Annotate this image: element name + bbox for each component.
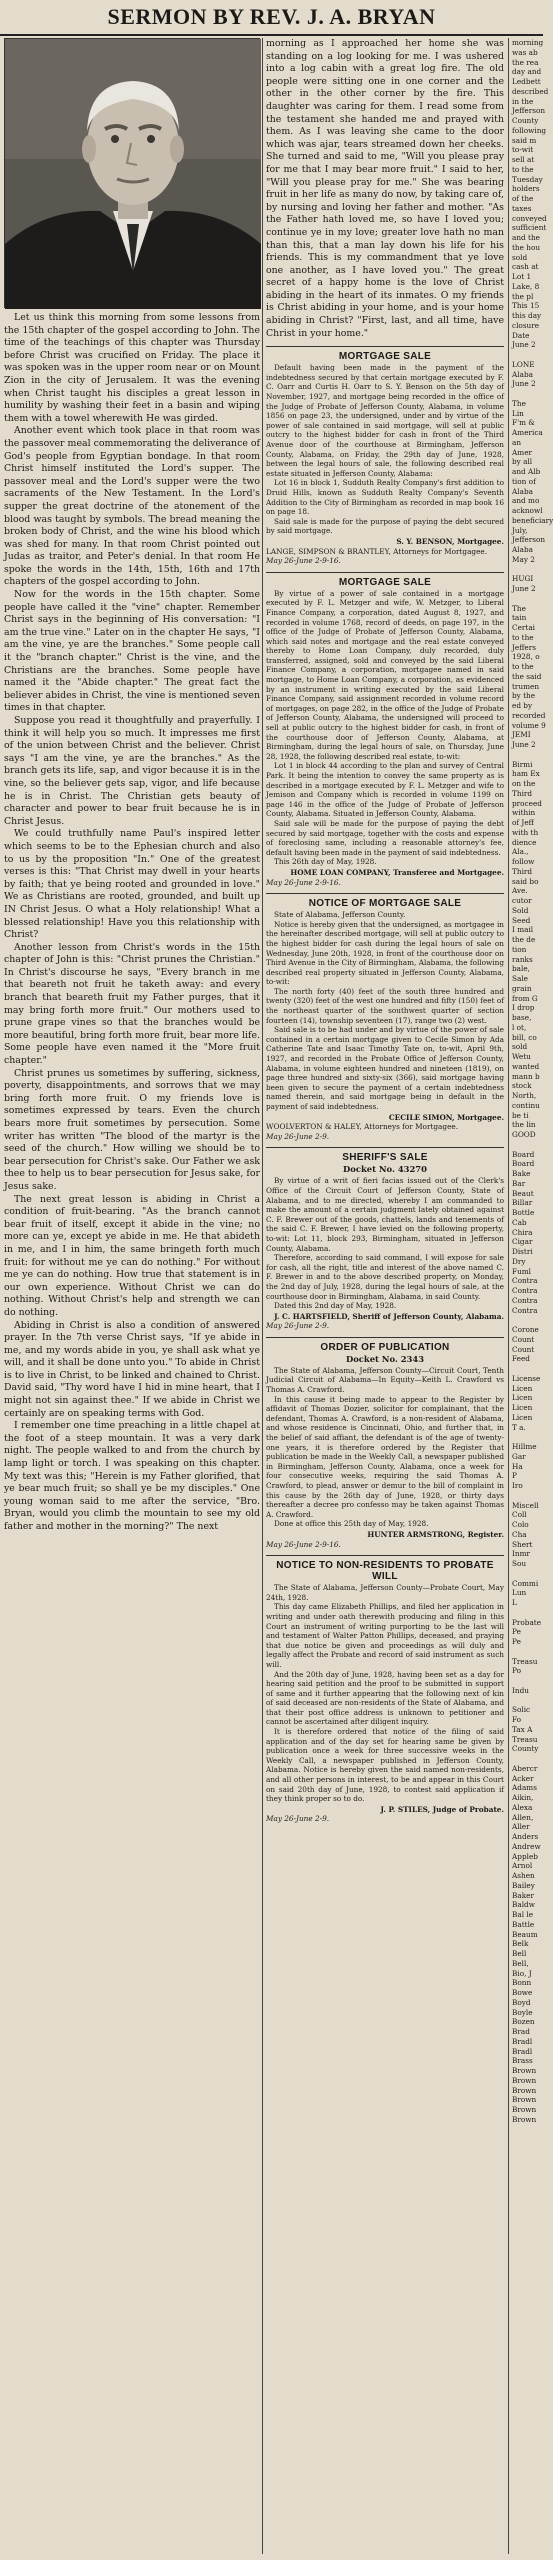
edge-fragment: Jefferson: [512, 106, 546, 116]
edge-fragment: [512, 750, 543, 760]
edge-fragment: Count: [512, 1344, 535, 1354]
edge-fragment: Contra: [512, 1295, 538, 1305]
edge-fragment: P: [512, 1471, 517, 1481]
sermon-paragraph: The next great lesson is abiding in Christ a condition of fruit-bearing. "As the branch cannot bear fruit of itself, except it abide in the vine; no more can ye, except ye abide in me. He that abideth in me, and I in him, the same bringeth forth much fruit: for without me ye can do nothing." For without me ye can do nothing. How true that statement is in our own experience. Without Christ we can do nothing. Without Christ's help and strength we can do nothing.: [4, 1193, 260, 1318]
edge-fragment: July,: [512, 525, 528, 535]
edge-fragment: Alexa: [512, 1802, 533, 1812]
edge-fragment: June 2: [512, 584, 536, 593]
edge-fragment: was ab: [512, 47, 538, 57]
edge-fragment: Allen,: [512, 1812, 534, 1822]
edge-fragment: Bottle: [512, 1208, 535, 1217]
edge-fragment: L: [512, 1598, 517, 1607]
edge-fragment: grain: [512, 983, 532, 993]
edge-fragment: County: [512, 1744, 539, 1754]
notice-paragraph: The north forty (40) feet of the south three hundred and twenty (320) feet of the west one hundred and fifty (150) feet of the northeast quarter of the southwest quarter of section fourteen (14), township seventeen (17), range two (2) west.: [266, 986, 504, 1025]
edge-fragment: ranks: [512, 954, 533, 964]
edge-fragment: following: [512, 125, 547, 135]
edge-fragment: dience: [512, 837, 537, 847]
edge-fragment: The: [512, 398, 526, 408]
edge-fragment: Board: [512, 1159, 535, 1169]
edge-fragment: Jeffers: [512, 642, 536, 652]
edge-fragment: Shert: [512, 1539, 533, 1549]
edge-fragment: Third: [512, 788, 533, 798]
edge-fragment: Contra: [512, 1276, 538, 1286]
notice-of-mortgage-sale: [266, 893, 504, 1141]
notice-signature: S. Y. BENSON, Mortgagee.: [396, 536, 504, 546]
edge-fragment: Po: [512, 1666, 522, 1676]
sermon-paragraph: Now for the words in the 15th chapter. Some people have called it the "vine" chapter. Remember Christ says in the beginning of His conversation: "I am the true vine." Later on in the chapter He says, "I am the vine, ye are the branches." Some people call it the "branch chapter." Christ is the vine, and the Christians are the branches. Some people have named it the "Abide chapter." The great fact the believer abides in Christ, the vine is mentioned seven times in that chapter.: [4, 589, 260, 714]
edge-fragment: Battle: [512, 1919, 535, 1929]
edge-fragment: Bonn: [512, 1978, 532, 1988]
edge-fragment: taxes: [512, 203, 532, 213]
edge-fragment: Ha: [512, 1461, 523, 1471]
edge-fragment: Coll: [512, 1510, 527, 1520]
edge-fragment: [512, 350, 543, 360]
edge-fragment: Feed: [512, 1354, 530, 1364]
edge-fragment: the lin: [512, 1120, 536, 1130]
edge-fragment: Brad: [512, 2027, 530, 2036]
edge-fragment: Dry: [512, 1256, 526, 1266]
notice-subtitle: Docket No. 43270: [343, 1164, 427, 1175]
edge-fragment: sold: [512, 1042, 528, 1052]
edge-fragment: Baker: [512, 1890, 534, 1900]
edge-fragment: tion of: [512, 476, 536, 486]
edge-fragment: Indu: [512, 1685, 529, 1695]
edge-fragment: the hou: [512, 242, 541, 252]
edge-fragment: Arnol: [512, 1861, 533, 1871]
edge-fragment: Brown: [512, 2066, 537, 2075]
notice-paragraph: By virtue of a writ of fieri facias issued out of the Clerk's Office of the Circuit Court of Jefferson County, State of Alabama, and to me directed, whereby I am commanded to make the amount of a certain judgment lately obtained against C. F. Brewer out of the goods, chattels, lands and tenements of the said C. F. Brewer, I have levied on the following property, to-wit: Lot 11, block 293, Birmingham, situated in Jefferson County, Alabama.: [266, 1176, 504, 1253]
notice-mortgage-sale-1: [266, 346, 504, 565]
edge-fragment: to the: [512, 164, 534, 174]
edge-fragment: Brown: [512, 2105, 537, 2114]
edge-fragment: Birmi: [512, 759, 533, 769]
edge-fragment: Licen: [512, 1393, 533, 1403]
edge-fragment: Contra: [512, 1305, 538, 1315]
edge-fragment: North,: [512, 1091, 537, 1100]
notice-attorneys: LANGE, SIMPSON & BRANTLEY, Attorneys for Mortgagee.: [266, 546, 488, 556]
portrait-photo: [4, 38, 260, 308]
notice-signature: CECILE SIMON, Mortgagee.: [388, 1112, 504, 1122]
edge-fragment: JEMI: [512, 730, 531, 740]
notice-subtitle: Docket No. 2343: [345, 1353, 425, 1364]
edge-fragment: County: [512, 116, 539, 125]
edge-fragment: beneficiary: [512, 515, 553, 525]
notice-attorneys: WOOLVERTON & HALEY, Attorneys for Mortgagee.: [266, 1122, 459, 1132]
notice-paragraph: State of Alabama, Jefferson County.: [274, 910, 406, 920]
edge-fragment: Cab: [512, 1217, 527, 1227]
notice-paragraph: Lot 16 in block 1, Sudduth Realty Company's first addition to Druid Hills, known as Sudduth Realty Company's Seventh Addition to the City of Birmingham as recorded in map book 16 on page 18.: [266, 478, 504, 517]
edge-fragment: June 2: [512, 740, 536, 749]
edge-fragment: HUGI: [512, 574, 534, 584]
edge-fragment: Bailey: [512, 1880, 535, 1890]
edge-fragment: on the: [512, 779, 536, 788]
edge-fragment: said m: [512, 135, 537, 145]
edge-fragment: Commi: [512, 1578, 539, 1588]
edge-fragment: Inmr: [512, 1549, 530, 1559]
edge-fragment: Pe: [512, 1637, 521, 1646]
edge-fragment: Anders: [512, 1832, 539, 1841]
edge-fragment: Lot 1: [512, 272, 532, 281]
edge-fragment: trumen: [512, 681, 540, 691]
notice-paragraph: Dated this 2nd day of May, 1928.: [274, 1301, 397, 1311]
edge-fragment: Ledbett: [512, 77, 541, 86]
edge-fragment: GOOD: [512, 1130, 536, 1139]
notice-paragraph: Said sale is to be had under and by virtue of the power of sale contained in a certain mortgage given to Cecile Simon by Ada Catherine Tate and Isaac Timothy Tate on, to-wit, April 9th, 1927, and recorded in the Probate Office of Jefferson County, Alabama, in volume eighteen hundred and nineteen (1819), on page three hundred and sixty-six (366), said mortgage having been given to secure the payment of a certain indebtedness named therein, and said mortgage being in default in the payment of said indebtedness.: [266, 1025, 504, 1111]
edge-fragment: stock: [512, 1081, 532, 1091]
sermon-paragraph: Abiding in Christ is also a condition of answered prayer. In the 7th verse Christ says, "If ye abide in me, and my words abide in you, ye shall ask what ye will, and it shall be done unto you." To abide in Christ is to live in Christ, to be linked and chained to Christ. David said, "Thy word have I hid in mine heart, that I might not sin against thee." If we abide in Christ we certainly are on speaking terms with God.: [4, 1319, 260, 1419]
column-notices: [266, 38, 504, 2554]
notice-paragraph: This 26th day of May, 1928.: [274, 857, 377, 867]
edge-fragment: Fo: [512, 1715, 522, 1724]
notice-paragraph: Default having been made in the payment of the indebtedness secured by that certain mortgage executed by F. C. Oarr and Curtis H. Oarr to S. Y. Benson on the 5th day of November, 1927, and mortgage being recorded in the office of the Judge of Probate of Jefferson County, Alabama, in volume 1856 on page 23, the undersigned, under and by virtue of the power of sale contained in said mortgage, will sell at public outcry to the highest bidder for cash in front of the Third Avenue door of the courthouse at Birmingham, Jefferson County, Alabama, on Friday, the 29th day of June, 1928, between the legal hours of sale, the following described real estate situated in Jefferson County, Alabama:: [266, 363, 504, 478]
notice-mortgage-sale-2: [266, 572, 504, 887]
edge-fragment: recorded: [512, 710, 546, 720]
edge-fragment: Brown: [512, 2085, 537, 2095]
notice-paragraph: Notice is hereby given that the undersigned, as mortgagee in the hereinafter described mortgage, will sell at public outcry to the highest bidder for cash during the legal hours of sale on Wednesday, June 20th, 1928, in front of the courthouse door on Third Avenue in the City of Birmingham, Alabama, the following described real property situated in Jefferson County, Alabama, to-wit:: [266, 919, 504, 987]
notice-paragraph: It is therefore ordered that notice of the filing of said application and of the day set for hearing same be given by publication once a week for three successive weeks in the Weekly Call, a newspaper published in Jefferson County, Alabama. Notice is hereby given the said named non-residents, and all other persons in interest, to be and appear in this Court on said 20th day of June, 1928, to contest said application if they think proper so to do.: [266, 1727, 504, 1804]
edge-fragment: Gar: [512, 1451, 526, 1461]
edge-fragment: Abercr: [512, 1763, 538, 1773]
edge-fragment: [512, 1696, 543, 1706]
edge-fragment: Bell: [512, 1949, 527, 1958]
edge-fragment: bill, co: [512, 1032, 537, 1042]
edge-fragment: I mail: [512, 925, 534, 935]
notice-signature: HUNTER ARMSTRONG, Register.: [367, 1529, 504, 1539]
notice-title: SHERIFF'S SALE: [342, 1152, 428, 1164]
sermon-paragraph: We could truthfully name Paul's inspired letter which seems to be to the Ephesian church and also to us by the proposition "In." One of the greatest verses is this: "That Christ may dwell in your hearts by faith; that ye being rooted and grounded in love." We as Christians are rooted, grounded, and built up IN Christ Jesus. O what a Holy relationship! What a blessed relationship! Have you this relationship with Christ?: [4, 828, 260, 941]
edge-fragment: America: [512, 428, 543, 437]
notice-paragraph: The State of Alabama, Jefferson County—Probate Court, May 24th, 1928.: [266, 1583, 504, 1602]
edge-fragment: an: [512, 437, 522, 447]
edge-fragment: Adams: [512, 1783, 537, 1793]
edge-fragment: June 2: [512, 340, 536, 350]
edge-fragment: Probate: [512, 1617, 542, 1627]
edge-fragment: Baldw: [512, 1900, 535, 1910]
column-rule: [262, 38, 263, 2554]
edge-fragment: conveyed: [512, 213, 547, 223]
edge-fragment: Count: [512, 1334, 535, 1344]
edge-fragment: Alaba: [512, 369, 533, 379]
edge-fragment: Tax A: [512, 1724, 533, 1734]
edge-fragment: Belk: [512, 1939, 529, 1949]
edge-fragment: I drop: [512, 1003, 535, 1013]
edge-fragment: described: [512, 86, 549, 96]
edge-fragment: [512, 1491, 543, 1501]
notice-title: NOTICE OF MORTGAGE SALE: [308, 898, 462, 910]
edge-fragment: [512, 1364, 543, 1374]
edge-fragment: Iro: [512, 1481, 523, 1490]
edge-fragment-list: [512, 38, 553, 2125]
notice-sheriffs-sale: [266, 1147, 504, 1331]
edge-fragment: morning: [512, 38, 544, 47]
edge-fragment: the rea: [512, 57, 539, 67]
edge-fragment: Boyd: [512, 1997, 531, 2007]
notice-paragraph: The State of Alabama, Jefferson County—Circuit Court, Tenth Judicial Circuit of Alabama—In Equity—Keith L. Crawford vs Thomas A. Crawford.: [266, 1365, 504, 1395]
edge-fragment: Bowe: [512, 1988, 533, 1997]
edge-fragment: Sale: [512, 974, 529, 983]
notice-signature: J. C. HARTSFIELD, Sheriff of Jefferson County, Alabama.: [274, 1311, 504, 1321]
edge-fragment: and the: [512, 233, 540, 242]
edge-fragment: Bozen: [512, 2017, 535, 2027]
edge-fragment: be ti: [512, 1110, 529, 1120]
edge-fragment: Treasu: [512, 1734, 538, 1744]
sermon-paragraph: Another event which took place in that room was the passover meal commemorating the deliverance of God's people from Egyptian bondage. In that room Christ himself instituted the Lord's supper. The passover meal and the Lord's supper were the two sacraments of the New Testament. In the Lord's supper the great doctrine of the atonement of the blood was taught by symbols. The bread meaning the broken body of Christ, and the wine his blood which was shed for many. In that room Christ pointed out Judas as traitor, and Peter's denial. In that room He spoke the words in the 14th, 15th, 16th and 17th chapters of the gospel according to John.: [4, 425, 260, 588]
portrait-illustration: [5, 39, 261, 309]
edge-fragment: Third: [512, 866, 533, 876]
edge-fragment: [512, 1754, 543, 1764]
notice-dates: May 26-June 2-9.: [266, 1131, 330, 1141]
edge-fragment: Chira: [512, 1227, 533, 1237]
sermon-paragraph: Let us think this morning from some lessons from the 15th chapter of the gospel according to John. The time of the teachings of this chapter was Thursday before Christ was crucified on Friday. The place it was spoken was in the upper room near or on Mount Zion in the city of Jerusalem. It was the evening when Christ taught his disciples a great lesson in humility by washing their feet in a basin and wiping them with a towel wherewith He was girded.: [4, 312, 260, 424]
edge-fragment: mann b: [512, 1071, 540, 1081]
notice-dates: May 26-June 2-9-16.: [266, 1539, 341, 1549]
edge-fragment: Bradl: [512, 2046, 533, 2056]
edge-fragment: Licen: [512, 1403, 533, 1412]
notice-paragraph: Lot 1 in block 44 according to the plan and survey of Central Park. It being the intention to convey the same property as is described in a mortgage executed by F. L. Metzger and wife to Jemison and Company which is recorded in volume 1199 on page 146 in the office of the Judge of Probate of Jefferson County, Alabama. Situated in Jefferson County, Alabama.: [266, 761, 504, 819]
edge-fragment: [512, 594, 543, 604]
sermon-continuation: morning as I approached her home she was standing on a log looking for me. I was ushered into a log cabin with a great log fire. The old people were sitting one in one corner and the other in the other corner by the fire. This daughter was caring for them. I read some from the testament she handed me and prayed with them. As I was leaving she came to the door which was ajar, tears streamed down her cheeks. She turned and said to me, "Will you please pray for me that I may bear more fruit." I said to her, "Will you please pray for me." She was bearing fruit in her life as many do now, by taking care of, by nursing and loving her father and mother. "As the Father hath loved me, so have I loved you; continue ye in my love; greater love hath no man than this, that a man lay down his life for his friends. This is my commandment that ye love one another, as I have loved you." The great secret of a happy home is the love of Christ abiding in the heart of its inmates. O my friends is Christ abiding in your home, and is your home abiding in Christ? "First, last, and all time, have Christ in your home.": [266, 38, 504, 339]
edge-fragment: Corone: [512, 1325, 539, 1334]
notice-paragraph: In this cause it being made to appear to the Register by affidavit of Thomas Dozier, solicitor for complainant, that the defendant, Thomas A. Crawford, is a non-resident of Alabama, and whose residence is Cincinnati, Ohio, and further that, in the belief of said affiant, the defendant is of the age of twenty-one years, it is therefore ordered by the Register that publication be made in the Weekly Call, a newspaper published in Birmingham, Jefferson County, Alabama, once a week for four consecutive weeks, requiring the said Thomas A. Crawford, to plead, answer or demur to the bill of complaint in this cause by the 26th day of June, 1928, or thirty days thereafter a decree pro confesso may be taken against Thomas A. Crawford.: [266, 1394, 504, 1519]
edge-fragment: to-wit: [512, 145, 534, 155]
edge-fragment: Lake, 8: [512, 281, 540, 291]
edge-fragment: Aikin,: [512, 1793, 534, 1802]
notice-dates: May 26-June 2-9.: [266, 1321, 330, 1331]
edge-fragment: Ave.: [512, 886, 528, 896]
edge-fragment: Bal le: [512, 1910, 534, 1919]
edge-fragment: Billar: [512, 1198, 533, 1208]
edge-fragment: Brown: [512, 2075, 537, 2085]
edge-fragment: Fuml: [512, 1266, 532, 1276]
sermon-body: [4, 312, 260, 1534]
edge-fragment: [512, 1647, 543, 1657]
edge-fragment: Lun: [512, 1588, 527, 1598]
edge-fragment: this day: [512, 311, 542, 320]
edge-fragment: Lin: [512, 408, 524, 418]
edge-fragment: Seed: [512, 915, 531, 925]
notice-order-of-publication: [266, 1337, 504, 1549]
edge-fragment: Sou: [512, 1559, 527, 1568]
edge-fragment: of Jeff: [512, 818, 534, 827]
edge-fragment: Boyle: [512, 2007, 533, 2017]
edge-fragment: June 2: [512, 379, 536, 389]
edge-fragment: closure: [512, 320, 540, 330]
edge-fragment: Alaba: [512, 545, 533, 554]
edge-fragment: Wetu: [512, 1052, 531, 1061]
edge-fragment: [512, 1676, 543, 1686]
edge-fragment: Bell,: [512, 1958, 529, 1968]
edge-fragment: with th: [512, 827, 539, 837]
edge-fragment: This 15: [512, 301, 540, 311]
edge-fragment: Jefferson: [512, 535, 546, 545]
edge-fragment: cash at: [512, 262, 539, 272]
edge-fragment: Acker: [512, 1773, 534, 1783]
edge-fragment: Alaba: [512, 486, 533, 496]
edge-fragment: Date: [512, 330, 530, 340]
edge-fragment: Beaut: [512, 1188, 534, 1198]
column-cropped-edge: [508, 38, 553, 2554]
edge-fragment: Brown: [512, 2114, 537, 2124]
edge-fragment: Brass: [512, 2056, 533, 2066]
edge-fragment: Bake: [512, 1169, 531, 1178]
notice-paragraph: Done at office this 25th day of May, 1928.: [274, 1519, 429, 1529]
notice-paragraph: By virtue of a power of sale contained in a mortgage executed by F. L. Metzger and wife, W. Metzger, to Liberal Finance Company, a corporation, dated August 8, 1927, and recorded in volume 1768, record of deeds, on page 197, in the office of the Judge of Probate of Jefferson County, Alabama, which said notes and mortgage and the real estate conveyed thereby to Home Loan Company, duly recorded, duly transferred, assigned, sold and conveyed by the said Liberal Finance Company, a corporation, mortgagee named in said mortgage, to Home Loan Company, a corporation, as evidenced by an instrument in writing executed by the said Liberal Finance Company, said assignment recorded in volume record of mortgages, on page 282, in the office of the Judge of Probate of Jefferson County, Alabama, the undersigned will proceed to sell at public outcry to the highest bidder for cash, in front of the courthouse door of Jefferson County, Alabama, at Birmingham, during the legal hours of sale, on Thursday, June 28, 1928, the following described real estate, to-wit:: [266, 588, 504, 761]
edge-fragment: the de: [512, 935, 536, 944]
edge-fragment: ed by: [512, 701, 533, 710]
notice-title: MORTGAGE SALE: [338, 351, 432, 363]
edge-fragment: Ashen: [512, 1871, 535, 1880]
edge-fragment: proceed: [512, 798, 542, 808]
edge-fragment: by all: [512, 457, 533, 467]
notice-dates: May 26-June 2-9.: [266, 1814, 330, 1824]
notice-paragraph: Therefore, according to said command, I will expose for sale for cash, all the right, title and interest of the above named C. F. Brewer in and to the above described property, on Monday, the 2nd day of July, 1928, during the legal hours of sale, at the courthouse door in Birmingham, Alabama, in said County.: [266, 1253, 504, 1301]
notice-title: ORDER OF PUBLICATION: [320, 1341, 450, 1353]
edge-fragment: Brown: [512, 2095, 537, 2105]
edge-fragment: Tuesday: [512, 174, 543, 184]
edge-fragment: [512, 1315, 543, 1325]
edge-fragment: Licen: [512, 1412, 533, 1422]
edge-fragment: the said: [512, 671, 542, 681]
notice-paragraph: This day came Elizabeth Phillips, and filed her application in writing and under oath therewith producing and filing in this Court an instrument of writing purporting to be the last will and testament of Walter Patton Phillips, deceased, and praying that due notice be given and proceedings as will duly and legally affect the Probate and record of said instrument as such will.: [266, 1602, 504, 1669]
edge-fragment: and mo: [512, 496, 540, 506]
notice-signature: J. P. STILES, Judge of Probate.: [380, 1804, 504, 1814]
edge-fragment: ham Ex: [512, 769, 540, 779]
edge-fragment: Cigar: [512, 1237, 533, 1247]
edge-fragment: Sold: [512, 905, 529, 915]
edge-fragment: [512, 1140, 543, 1150]
edge-fragment: follow: [512, 857, 535, 866]
edge-fragment: Appleb: [512, 1851, 538, 1861]
edge-fragment: tain: [512, 613, 527, 623]
edge-fragment: [512, 389, 543, 399]
headline: SERMON BY REV. J. A. BRYAN: [0, 0, 543, 36]
edge-fragment: Licen: [512, 1383, 533, 1393]
edge-fragment: base,: [512, 1013, 532, 1022]
edge-fragment: [512, 1569, 543, 1579]
edge-fragment: bale,: [512, 964, 530, 974]
edge-fragment: Miscell: [512, 1500, 539, 1510]
edge-fragment: Certai: [512, 623, 536, 632]
edge-fragment: [512, 1608, 543, 1618]
edge-fragment: Beaum: [512, 1929, 538, 1939]
edge-fragment: tion: [512, 944, 527, 954]
notice-paragraph: And the 20th day of June, 1928, having been set as a day for hearing said petition and the proof to be submitted in support of same and it further appearing that the following next of kin of said deceased are non-residents of the State of Alabama, and that their post office address is unknown to petitioner and cannot be ascertained after diligent inquiry.: [266, 1669, 504, 1727]
edge-fragment: The: [512, 603, 526, 613]
notice-title: MORTGAGE SALE: [338, 576, 432, 588]
edge-fragment: Solic: [512, 1705, 531, 1715]
edge-fragment: Distri: [512, 1247, 533, 1256]
edge-fragment: to the: [512, 632, 534, 642]
edge-fragment: Treasu: [512, 1656, 538, 1666]
notice-dates: May 26-June 2-9-16.: [266, 877, 341, 887]
edge-fragment: day and: [512, 67, 542, 77]
edge-fragment: holders: [512, 184, 540, 194]
edge-fragment: Pe: [512, 1627, 521, 1637]
edge-fragment: Colo: [512, 1520, 529, 1529]
notice-dates: May 26-June 2-9-16.: [266, 556, 341, 566]
edge-fragment: Cha: [512, 1529, 527, 1539]
edge-fragment: Andrew: [512, 1841, 541, 1851]
edge-fragment: within: [512, 808, 536, 818]
edge-fragment: of the: [512, 194, 534, 203]
notice-signature: HOME LOAN COMPANY, Transferee and Mortgagee.: [290, 867, 504, 877]
edge-fragment: Bradl: [512, 2036, 533, 2046]
edge-fragment: l ot,: [512, 1022, 527, 1032]
sermon-paragraph: Another lesson from Christ's words in the 15th chapter of John is this: "Christ prunes the Christian." In Christ's discourse he says, "Every branch in me that beareth not fruit he taketh away: and every branch that beareth fruit my Father purges, that it may bring forth more fruit." Our mothers used to prune grape vines so that the branches would be more beautiful, bring forth more fruit, bear more life. Some people have even named it the "More fruit chapter.": [4, 941, 260, 1067]
edge-fragment: License: [512, 1373, 541, 1383]
edge-fragment: wanted: [512, 1061, 540, 1071]
edge-fragment: sufficient: [512, 223, 547, 233]
edge-fragment: 1928, o: [512, 652, 540, 662]
edge-fragment: Contra: [512, 1286, 538, 1295]
edge-fragment: said bo: [512, 876, 539, 886]
sermon-paragraph: Suppose you read it thoughtfully and prayerfully. I think it will help you so much. It impresses me first of the union between Christ and the believer. Christ says "I am the vine, ye are the branches." As the branch gets its life, sap, and vigor because it is in the vine, so the believer gets sap, vigor, and life because he is in Christ. The Christian gets beauty of character and power to bear fruit because he is in Christ Jesus.: [4, 715, 260, 827]
edge-fragment: [512, 1432, 543, 1442]
edge-fragment: Amer: [512, 447, 532, 457]
sermon-paragraph: Christ prunes us sometimes by suffering, sickness, poverty, disappointments, and sorrows that we may bring forth more fruit. O my friends love is sometimes expressed by tears. Even the church bears more fruit sometimes by persecution. Some writer has written "The blood of the martyr is the seed of the church." How willing we should be to bear persecution for Christ's sake. Our Father we ask thee to help us to bear persecution for Jesus sake, for Jesus sake.: [4, 1067, 260, 1192]
column-sermon: [4, 38, 260, 2554]
edge-fragment: sold: [512, 252, 528, 262]
edge-fragment: by the: [512, 691, 536, 701]
notice-paragraph: Said sale will be made for the purpose of paying the debt secured by said mortgage, together with the costs and expense of foreclosing same, including a reasonable attorney's fee, default having been made in the payment of said indebtedness.: [266, 818, 504, 857]
edge-fragment: volume 9: [512, 720, 546, 730]
edge-fragment: [512, 565, 543, 575]
notice-probate-will: [266, 1555, 504, 1824]
edge-fragment: Bar: [512, 1178, 526, 1188]
edge-fragment: the pl: [512, 291, 534, 301]
edge-fragment: in the: [512, 96, 534, 106]
edge-fragment: Hillme: [512, 1442, 537, 1451]
edge-fragment: F'm &: [512, 418, 535, 428]
edge-fragment: to the: [512, 662, 534, 671]
edge-fragment: acknowl: [512, 506, 543, 515]
edge-fragment: May 2: [512, 554, 535, 564]
edge-fragment: cutor: [512, 896, 532, 905]
edge-fragment: and Alb: [512, 467, 541, 476]
edge-fragment: Board: [512, 1149, 535, 1159]
notice-title: NOTICE TO NON-RESIDENTS TO PROBATE WILL: [276, 1560, 494, 1583]
edge-fragment: Ala.,: [512, 847, 529, 857]
edge-fragment: LONE: [512, 359, 535, 369]
edge-fragment: from G: [512, 993, 538, 1003]
edge-fragment: continu: [512, 1100, 540, 1110]
sermon-paragraph: I remember one time preaching in a little chapel at the foot of a steep mountain. It was a very dark night. The people walked to and from the church by lamp light or torch. I was speaking on this chapter. My text was this; "Herein is my Father glorified, that ye bear much fruit; so shall ye be my disciples." One young woman said to me after the service, "Bro. Bryan, would you climb the mountain to see my old father and mother in the morning?" The next: [4, 1420, 260, 1532]
edge-fragment: Bio, J: [512, 1968, 532, 1978]
edge-fragment: T a.: [512, 1422, 526, 1432]
edge-fragment: sell at: [512, 155, 535, 164]
notice-paragraph: Said sale is made for the purpose of paying the debt secured by said mortgage.: [266, 516, 504, 536]
edge-fragment: Aller: [512, 1822, 530, 1832]
